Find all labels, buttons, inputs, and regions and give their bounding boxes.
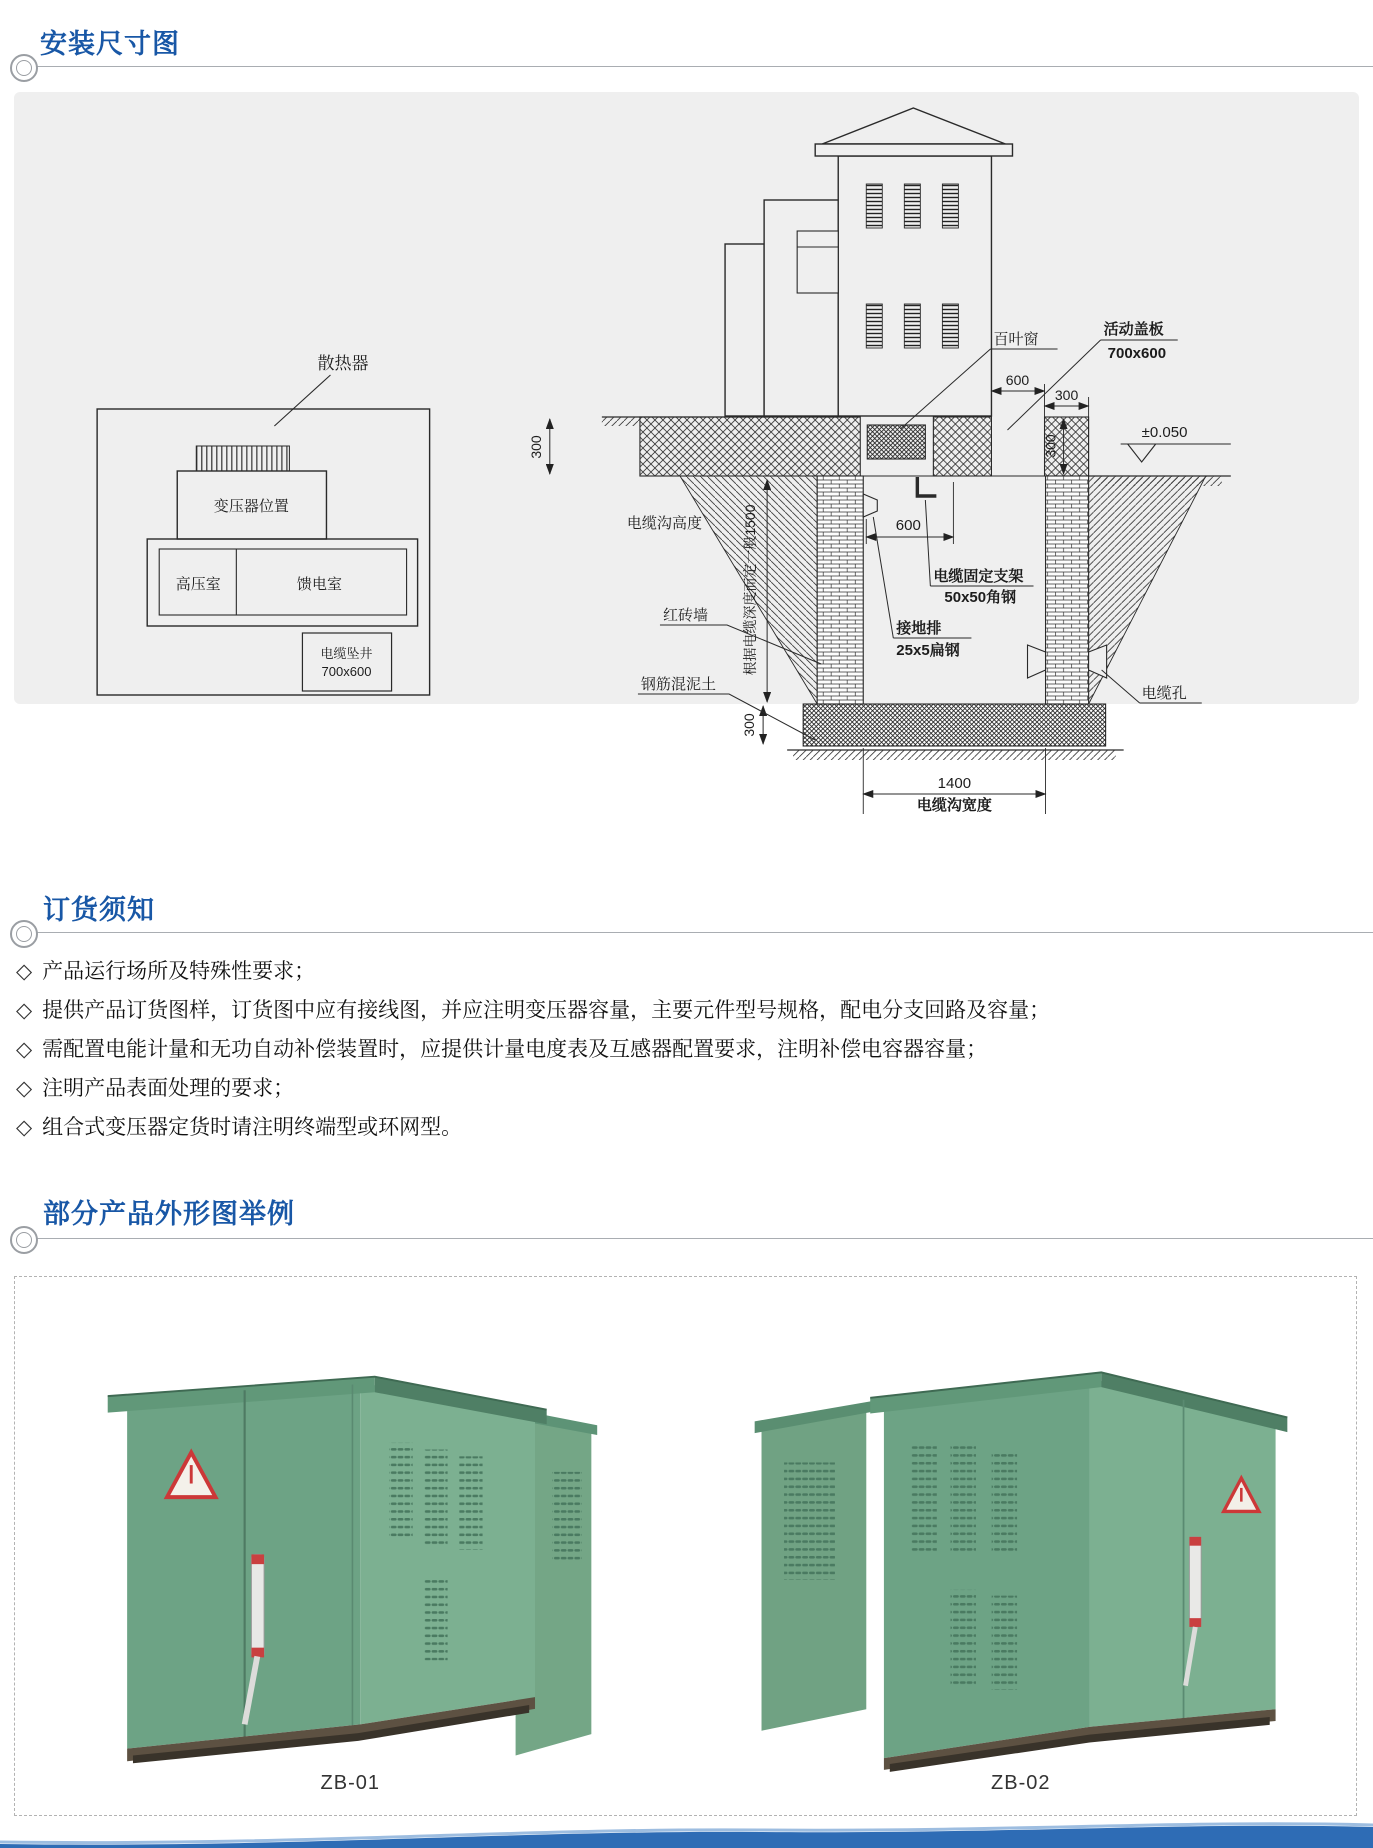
label-cover: 活动盖板 [1103,321,1164,338]
label-trench-height: 电缆沟高度 [626,515,702,532]
product-gallery [14,1276,1357,1816]
section-marker-icon [10,1226,38,1254]
label-louver: 百叶窗 [993,331,1039,348]
footer-wave-decoration [0,1818,1373,1848]
label-hv-room: 高压室 [175,576,221,593]
section-title-install: 安装尺寸图 [40,29,180,59]
label-ground-bar-size: 25x5扁钢 [896,642,960,659]
ground-bar-shape [863,494,877,517]
cable-bracket-shape [917,477,936,496]
label-ground-bar: 接地排 [896,620,942,637]
label-cable-pit: 电缆坠井 [320,646,373,661]
diamond-bullet-icon: ◇ [16,960,33,983]
installation-drawing [14,92,1359,814]
label-bracket-size: 50x50角钢 [944,589,1017,606]
dim-top-300: 300 [1054,387,1079,403]
dim-trench-600: 600 [895,517,921,534]
cable-hole-inner [1028,645,1046,678]
dim-width-1400: 1400 [937,775,972,792]
brick-wall-right [1046,476,1089,704]
dim-top-600: 600 [1005,372,1030,388]
concrete-slab [803,704,1105,746]
product-caption: ZB-01 [320,1772,380,1794]
product-figure-zb01 [15,1277,686,1815]
label-concrete: 钢筋混泥土 [640,676,717,693]
list-item [16,1030,1356,1069]
dim-slab-300: 300 [741,713,758,737]
ordering-notes-list [16,952,1356,1147]
section-rule [22,932,1373,933]
diamond-bullet-icon: ◇ [16,999,33,1022]
label-radiator: 散热器 [317,354,369,373]
list-item [16,1069,1356,1108]
plan-view [97,354,429,695]
product-photo-zb02 [746,1296,1296,1766]
label-brick-wall: 红砖墙 [662,607,709,624]
product-figure-zb02 [686,1277,1357,1815]
product-caption: ZB-02 [991,1772,1051,1794]
list-item [16,952,1356,991]
label-cable-pit-size: 700x600 [321,664,372,679]
section-rule [22,1238,1373,1239]
install-diagram-panel [14,92,1359,814]
note-text: 组合式变压器定货时请注明终端型或环网型。 [42,1116,463,1139]
label-transformer-pos: 变压器位置 [213,498,289,515]
note-text: 需配置电能计量和无功自动补偿装置时，应提供计量电度表及互感器配置要求，注明补偿电容器容量； [42,1038,988,1061]
section-title-gallery: 部分产品外形图举例 [43,1199,295,1229]
product-photo-zb01 [98,1304,603,1766]
brick-wall-left [817,476,863,704]
diamond-bullet-icon: ◇ [16,1116,33,1139]
section-marker-icon [10,920,38,948]
label-bracket: 电缆固定支架 [933,568,1024,585]
diamond-bullet-icon: ◇ [16,1038,33,1061]
note-text: 提供产品订货图样，订货图中应有接线图，并应注明变压器容量，主要元件型号规格，配电分支回路及容量； [42,999,1051,1022]
label-trench-width: 电缆沟宽度 [916,797,992,814]
list-item [16,1108,1356,1147]
dim-left-300: 300 [527,435,544,459]
louver-opening [867,425,925,459]
label-level: ±0.050 [1141,424,1188,441]
list-item [16,991,1356,1030]
note-text: 产品运行场所及特殊性要求； [42,960,316,983]
section-title-notes: 订货须知 [43,895,155,925]
label-cable-hole: 电缆孔 [1141,685,1187,702]
section-view [528,108,1231,814]
section-rule [22,66,1373,67]
label-cover-size: 700x600 [1107,345,1167,362]
section-marker-icon [10,54,38,82]
note-text: 注明产品表面处理的要求； [42,1077,295,1100]
dim-opening-300: 300 [1042,434,1059,458]
diamond-bullet-icon: ◇ [16,1077,33,1100]
label-depth-note: 根据电缆深度而定一般1500 [742,504,759,676]
label-feeder-room: 馈电室 [296,576,342,593]
